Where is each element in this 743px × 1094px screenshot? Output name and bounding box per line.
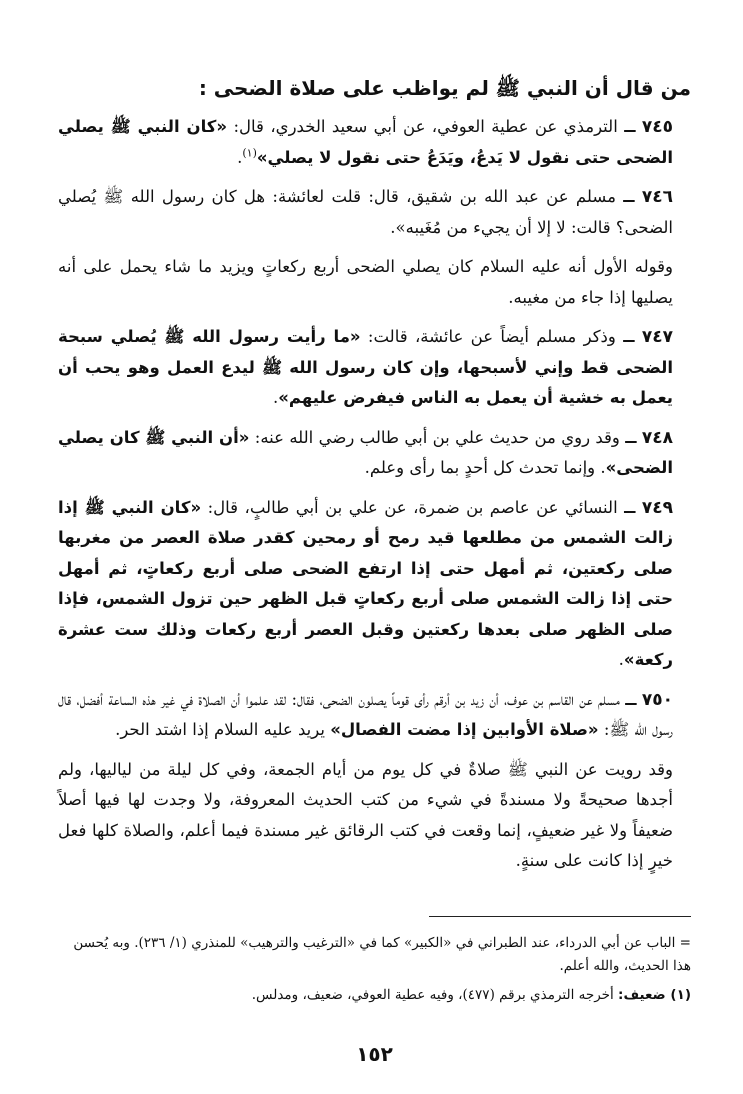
hadith-749	[58, 493, 691, 676]
hadith-750	[58, 685, 691, 746]
hadith-lead: مسلم عن القاسم بن عوف، أن زيد بن أرقم رأى قوماً يصلون الضحى، فقال: لقد علموا أن الصلاة في غير هذه الساعة أفضل، قال رسول الله ﷺ:	[58, 689, 673, 739]
hadith-lead: مسلم عن عبد الله بن شقيق، قال: قلت لعائشة: هل كان رسول الله ﷺ يُصلي الضحى؟ قالت: لا إلا أن يجيء من مُغَيبه».	[58, 187, 673, 237]
hadith-number: ٧٤٥	[641, 117, 674, 137]
hadith-747	[58, 322, 691, 414]
dash: ــ	[623, 327, 635, 346]
dash: ــ	[623, 187, 635, 206]
hadith-number: ٧٤٨	[641, 427, 674, 448]
commentary-paragraph	[58, 252, 691, 313]
hadith-745	[58, 112, 691, 173]
page-number: ١٥٢	[356, 1042, 393, 1066]
closing-text: وقد رويت عن النبي ﷺ صلاةٌ في كل يوم من أيام الجمعة، وفي كل ليلة من لياليها، ولم أجدها صحيحةً ولا مسندةً في شيء من كتب الحديث المعروفة، ولا وجدت لها فيها أصلاً ضعيفاً ولا غير ضعيفٍ، إنما وقعت في كتب الرقائق غير مسندة فيما أعلم، والصلاة كلها فعل خيرٍ إذا كانت على سنةٍ.	[58, 759, 673, 870]
hadith-tail: .	[272, 388, 279, 407]
footnote-divider	[429, 916, 691, 917]
hadith-number: ٧٥٠	[641, 689, 674, 710]
footnote-text: أخرجه الترمذي برقم (٤٧٧)، وفيه عطية العوفي، ضعيف، ومدلس.	[251, 987, 614, 1003]
hadith-quote: «كان النبي ﷺ إذا زالت الشمس من مطلعها قيد رمح أو رمحين كقدر صلاة العصر من مغربها صلى ركعتين، ثم أمهل حتى إذا ارتفع الضحى صلى أربع ركعاتٍ، ثم أمهل حتى إذا زالت الشمس صلى أربع ركعاتٍ قبل الظهر حين تزول الشمس، فإذا صلى الظهر صلى بعدها ركعتين وقبل العصر أربع ركعات وذلك ست عشرة ركعة»	[58, 497, 673, 669]
footnotes	[58, 932, 691, 1013]
dash: ــ	[625, 689, 637, 709]
hadith-quote: «كان النبي ﷺ يصلي الضحى حتى نقول لا يَدعُ، ويَدَعُ حتى نقول لا يصلي»	[58, 117, 673, 167]
hadith-quote: «صلاة الأوابين إذا مضت الفصال»	[330, 720, 599, 739]
dash: ــ	[624, 497, 636, 517]
document-page	[58, 68, 691, 1074]
footnote-label: (١) ضعيف:	[618, 987, 691, 1003]
hadith-quote: «أن النبي ﷺ كان يصلي الضحى»	[58, 427, 673, 477]
hadith-lead: الترمذي عن عطية العوفي، عن أبي سعيد الخدري، قال:	[233, 117, 618, 136]
footnote-continuation	[58, 932, 691, 978]
hadith-number: ٧٤٧	[641, 327, 673, 347]
footnote-text: = الباب عن أبي الدرداء، عند الطبراني في «الكبير» كما في «الترغيب والترهيب» للمنذري (١/ ٢٣٦). وبه يُحسن هذا الحديث، والله أعلم.	[73, 935, 691, 974]
section-heading: من قال أن النبي ﷺ لم يواظب على صلاة الضحى :	[198, 76, 691, 100]
hadith-748	[58, 423, 691, 484]
hadith-lead: وذكر مسلم أيضاً عن عائشة، قالت:	[367, 327, 616, 346]
hadith-746	[58, 182, 691, 243]
hadith-tail: . وإنما تحدث كل أحدٍ بما رأى وعلم.	[364, 458, 606, 477]
hadith-number: ٧٤٩	[641, 497, 674, 518]
hadith-tail: يريد عليه السلام إذا اشتد الحر.	[115, 720, 331, 739]
hadith-quote: «ما رأيت رسول الله ﷺ يُصلي سبحة الضحى قط وإني لأسبحها، وإن كان رسول الله ﷺ ليدع العمل وهو يحب أن يعمل به خشية أن يعمل به الناس فيفرض عليهم»	[58, 327, 673, 407]
footnote-1	[58, 984, 691, 1007]
commentary-text: وقوله الأول أنه عليه السلام كان يصلي الضحى أربع ركعاتٍ ويزيد ما شاء يحمل على أنه يصليها إذا جاء من مغيبه.	[58, 257, 673, 307]
dash: ــ	[625, 427, 637, 447]
hadith-tail: .	[237, 147, 243, 167]
closing-paragraph	[58, 755, 691, 877]
hadith-lead: وقد روي من حديث علي بن أبي طالب رضي الله عنه:	[254, 427, 620, 447]
hadith-number: ٧٤٦	[641, 187, 673, 207]
footnote-ref[interactable]: (١)	[242, 146, 257, 159]
hadith-tail: .	[618, 650, 624, 669]
dash: ــ	[624, 117, 636, 136]
hadith-lead: النسائي عن عاصم بن ضمرة، عن علي بن أبي طالبٍ، قال:	[207, 497, 618, 517]
